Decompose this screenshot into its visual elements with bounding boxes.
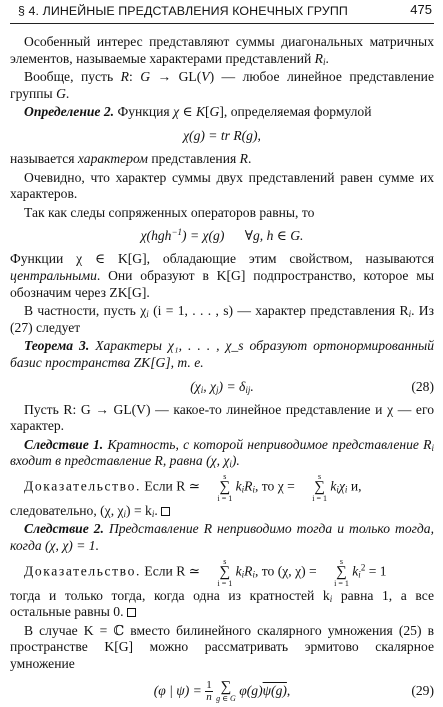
equation-number-28: (28) <box>411 378 434 394</box>
corollary-2: Следствие 2. Представление R неприводимо тогда и только тогда, когда (χ, χ) = 1. <box>10 521 435 554</box>
paragraph-central-functions: Функции χ ∈ K[G], обладающие этим свойством, называются центральными. Они образуют в K[G] подпространство, которое мы обозначим через ZK[G]. <box>10 251 434 300</box>
page <box>10 0 434 707</box>
running-header <box>10 2 434 24</box>
definition-2: Определение 2. Функция χ ∈ K[G], определяемая формулой <box>24 104 372 120</box>
equation-number-29: (29) <box>411 682 434 698</box>
paragraph-sum-of-characters: Очевидно, что характер суммы двух представлений равен сумме их характеров. <box>10 169 434 202</box>
corollary-1-label: Следствие 1. <box>24 436 104 452</box>
formula-conjugation: χ(hgh$^{-1}$) = χ(g) ∀g, h ∈ G. <box>140 227 304 244</box>
qed-box-icon <box>127 608 136 617</box>
paragraph-let-R: Пусть R: G → GL(V) — какое-то линейное представление и χ — его характер. <box>10 401 434 434</box>
paragraph-called-character: называется характером представления R. <box>10 150 252 166</box>
qed-box-icon <box>161 507 170 516</box>
paragraph-characters-intro: Особенный интерес представляют суммы диагональных матричных элементов, называемые характерами представлений $R_i$. <box>10 34 434 67</box>
page-number: 475 <box>410 2 432 17</box>
paragraph-hermitian: В случае K = ℂ вместо билинейного скалярного умножения (25) в пространстве K[G] можно рассматривать эрмитово скалярное умножение <box>10 622 434 672</box>
formula-character: χ(g) = tr R(g), <box>183 127 261 143</box>
definition-label: Определение 2. <box>24 104 115 120</box>
header-title: § 4. ЛИНЕЙНЫЕ ПРЕДСТАВЛЕНИЯ КОНЕЧНЫХ ГРУПП <box>18 4 348 18</box>
paragraph-in-particular: В частности, пусть $\chi_i$ (i = 1, . . . , s) — характер представления $R_i$. Из (27) следует <box>10 303 434 335</box>
formula-29: (φ | ψ) = $\frac{1}{n}$ ∑ g ∈ G φ(g)ψ(g), (29) <box>10 676 434 706</box>
proof-corollary-2: Доказательство. Если R ≃ s ∑ i = 1 $k_iR_i$, то (χ, χ) = s ∑ i = 1 $k_i^2 = 1$ тогда и только тогда, когда одна из кратностей $k_i$ равна 1, а все остальные равны 0. <box>10 556 434 620</box>
proof-label: Доказательство. <box>24 478 142 494</box>
theorem-3: Теорема 3. Характеры χ₁, . . . , χ_s образуют ортонормированный базис пространства ZK[G], т. е. <box>10 338 434 370</box>
formula-28: ($\chi_i$, $\chi_j) = \delta_{ij}$. (28) <box>10 375 434 399</box>
theorem-label: Теорема 3. <box>24 338 90 354</box>
paragraph-representation: Вообще, пусть R: G → GL(V) — любое линейное представление группы G. <box>10 69 434 101</box>
page-body <box>10 34 434 707</box>
proof-corollary-1: Доказательство. Если R ≃ s ∑ i = 1 $k_iR_i$, то χ = s ∑ i = 1 $k_i\chi_i$ и, следовательно, (χ, $\chi_i) = k_i$. <box>10 471 362 519</box>
paragraph-traces: Так как следы сопряженных операторов равны, то <box>24 204 315 220</box>
corollary-2-label: Следствие 2. <box>24 521 104 537</box>
corollary-1: Следствие 1. Кратность, с которой неприводимое представление $R_i$ входит в представление R, равна (χ, $\chi_i$). <box>10 436 434 470</box>
proof-label: Доказательство. <box>24 563 142 579</box>
